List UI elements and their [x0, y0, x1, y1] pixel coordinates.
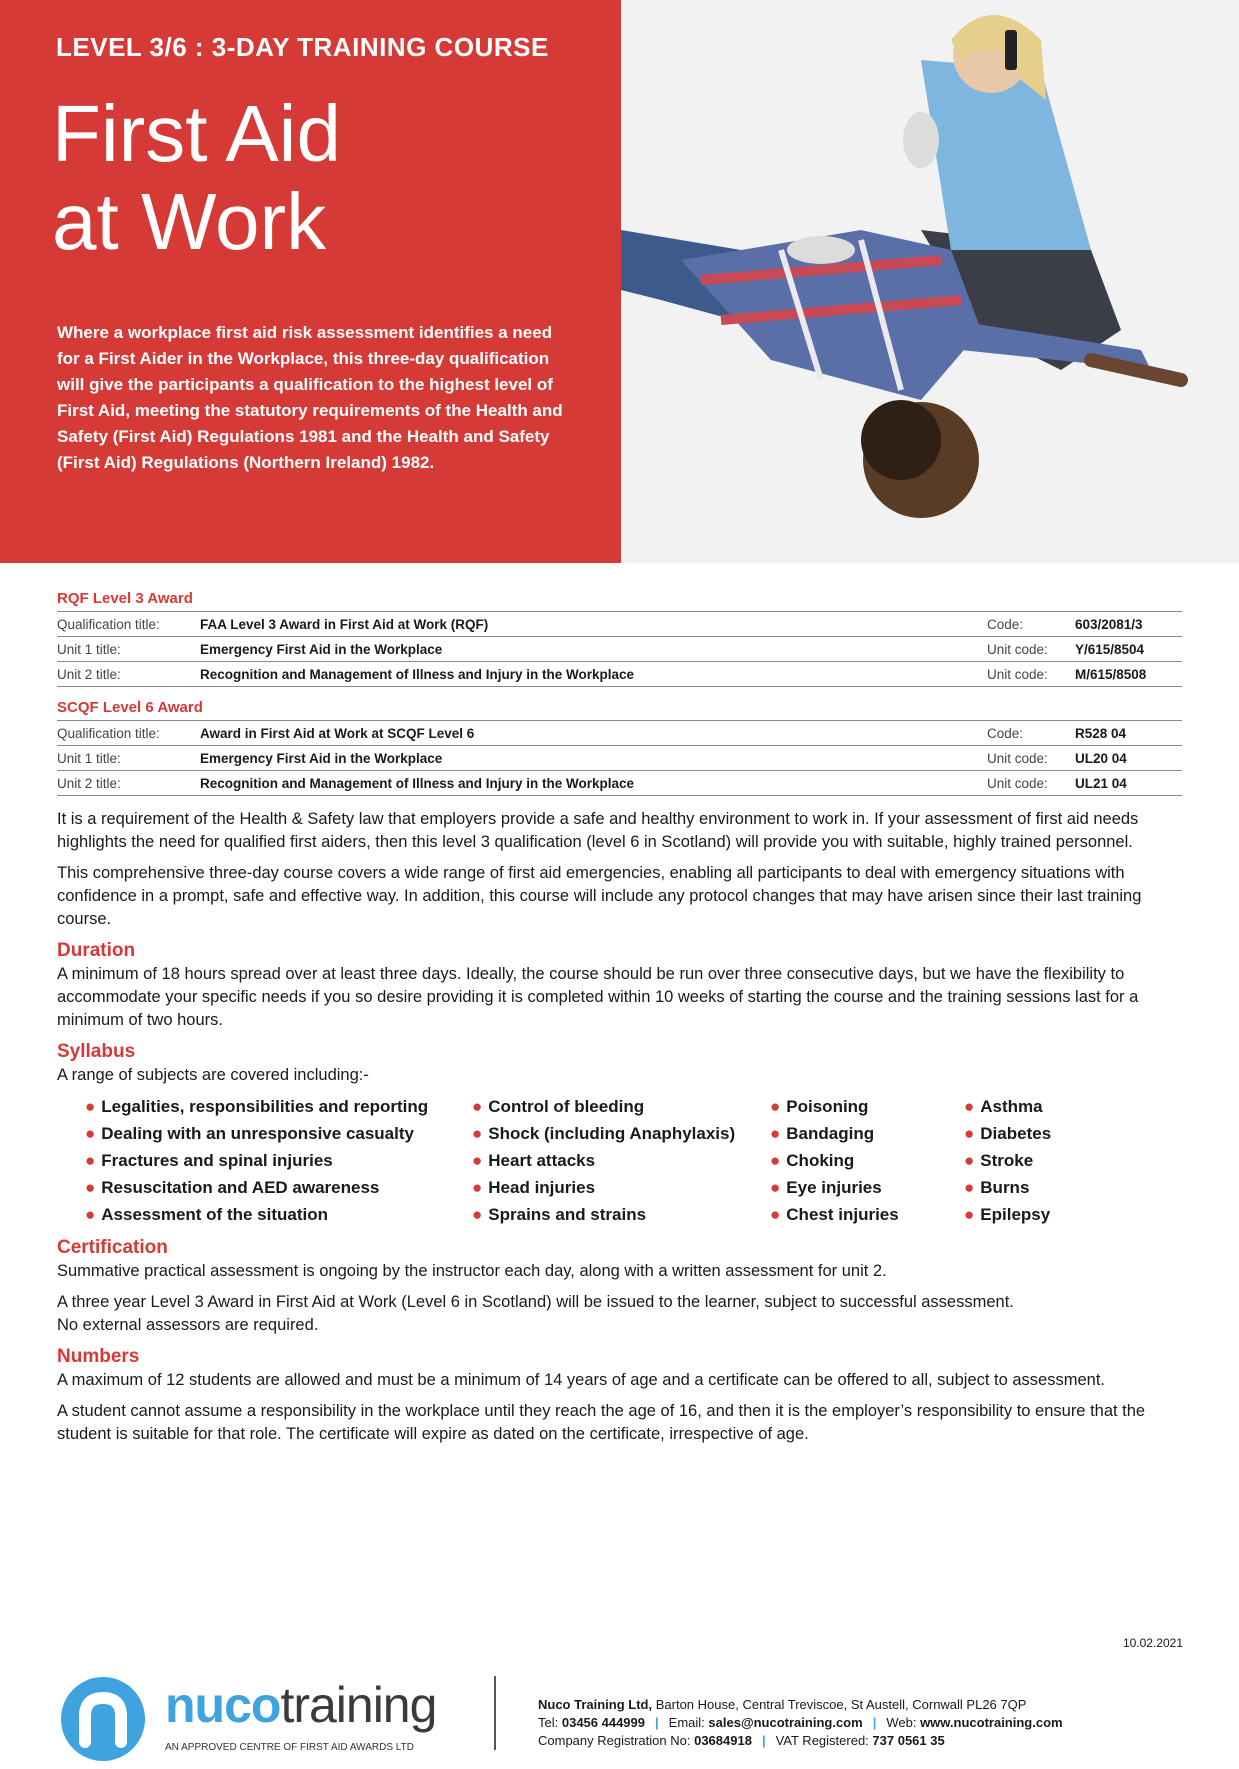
bullet-icon: ●: [964, 1151, 975, 1170]
row-label: Unit 2 title:: [57, 771, 200, 796]
bullet-icon: ●: [472, 1151, 483, 1170]
rqf-heading: RQF Level 3 Award: [57, 590, 193, 607]
bullet-icon: ●: [472, 1205, 483, 1224]
numbers-text-2: A student cannot assume a responsibility in the workplace until they reach the age of 16, and then it is the employer’s responsibility to ensure that the student is suitable for that role. The certificate will expire as dated on the certificate, irrespective of age.: [57, 1402, 1146, 1443]
duration-text: A minimum of 18 hours spread over at least three days. Ideally, the course should be run over three consecutive days, but we have the flexibility to accommodate your specific needs if you so desire providing it is completed within 10 weeks of starting the course and the training sessions last for a minimum of two hours.: [57, 965, 1139, 1029]
rqf-table: [57, 611, 1182, 687]
code-value: Y/615/8504: [1075, 637, 1182, 662]
registration-line: Company Registration No: 03684918 | VAT Registered: 737 0561 35: [538, 1733, 945, 1748]
list-item: ● Chest injuries: [770, 1205, 899, 1224]
certification-text-2: A three year Level 3 Award in First Aid at Work (Level 6 in Scotland) will be issued to the learner, subject to successful assessment. No external assessors are required.: [57, 1293, 1014, 1334]
footer-divider: [494, 1676, 496, 1750]
syllabus-list: [85, 1093, 1182, 1228]
table-row: [57, 612, 1182, 637]
bullet-icon: ●: [964, 1097, 975, 1116]
numbers-text-1: A maximum of 12 students are allowed and must be a minimum of 14 years of age and a certificate can be offered to all, subject to assessment.: [57, 1371, 1105, 1389]
list-item: ● Epilepsy: [964, 1205, 1051, 1224]
logo-wordmark: nucotraining: [165, 1677, 437, 1733]
list-item: ● Dealing with an unresponsive casualty: [85, 1124, 414, 1143]
row-value: FAA Level 3 Award in First Aid at Work (RQF): [200, 612, 987, 637]
row-label: Unit 1 title:: [57, 637, 200, 662]
scqf-table: [57, 720, 1182, 796]
logo-tagline: AN APPROVED CENTRE OF FIRST AID AWARDS LTD: [165, 1742, 414, 1753]
list-item: ● Head injuries: [472, 1178, 596, 1197]
code-value: R528 04: [1075, 721, 1182, 746]
bullet-icon: ●: [472, 1097, 483, 1116]
title-line-2: at Work: [52, 177, 327, 266]
list-item: ● Fractures and spinal injuries: [85, 1151, 333, 1170]
table-row: [57, 637, 1182, 662]
list-item: ● Sprains and strains: [472, 1205, 647, 1224]
list-item: ● Poisoning: [770, 1097, 869, 1116]
bullet-icon: ●: [85, 1178, 96, 1197]
table-row: [57, 662, 1182, 687]
table-row: [57, 721, 1182, 746]
certification-text-1: Summative practical assessment is ongoing by the instructor each day, along with a written assessment for unit 2.: [57, 1262, 887, 1280]
code-label: Code:: [987, 721, 1075, 746]
first-aider-illustration: [621, 0, 1239, 563]
intro-paragraph: Where a workplace first aid risk assessment identifies a need for a First Aider in the Workplace, this three-day qualification will give the participants a qualification to the highest level of First Aid, meeting the statutory requirements of the Health and Safety (First Aid) Regulations 1981 and the Health and Safety (First Aid) Regulations (Northern Ireland) 1982.: [57, 323, 563, 472]
document-date: 10.02.2021: [1122, 1636, 1183, 1650]
duration-heading: Duration: [57, 940, 136, 961]
row-label: Unit 2 title:: [57, 662, 200, 687]
bullet-icon: ●: [85, 1124, 96, 1143]
course-level-kicker: LEVEL 3/6 : 3-DAY TRAINING COURSE: [56, 32, 549, 62]
syllabus-column-2: [472, 1093, 770, 1228]
syllabus-column-3: [770, 1093, 964, 1228]
syllabus-column-4: [964, 1093, 1144, 1228]
code-label: Unit code:: [987, 637, 1075, 662]
main-content: [57, 590, 1182, 1454]
body-paragraph-1: It is a requirement of the Health & Safety law that employers provide a safe and healthy environment to work in. If your assessment of first aid needs highlights the need for qualified first aiders, then this level 3 qualification (level 6 in Scotland) will provide you with suitable, highly trained personnel.: [57, 810, 1139, 851]
list-item: ● Choking: [770, 1151, 855, 1170]
syllabus-intro: A range of subjects are covered including:-: [57, 1066, 369, 1084]
list-item: ● Shock (including Anaphylaxis): [472, 1124, 736, 1143]
bullet-icon: ●: [770, 1097, 781, 1116]
row-value: Emergency First Aid in the Workplace: [200, 746, 987, 771]
bullet-icon: ●: [472, 1178, 483, 1197]
code-value: 603/2081/3: [1075, 612, 1182, 637]
list-item: ● Resuscitation and AED awareness: [85, 1178, 380, 1197]
code-label: Unit code:: [987, 662, 1075, 687]
code-label: Code:: [987, 612, 1075, 637]
row-value: Recognition and Management of Illness and Injury in the Workplace: [200, 662, 987, 687]
certification-heading: Certification: [57, 1237, 168, 1258]
list-item: ● Stroke: [964, 1151, 1034, 1170]
row-value: Recognition and Management of Illness and Injury in the Workplace: [200, 771, 987, 796]
bullet-icon: ●: [770, 1205, 781, 1224]
code-label: Unit code:: [987, 771, 1075, 796]
bullet-icon: ●: [85, 1205, 96, 1224]
contact-line: Tel: 03456 444999 | Email: sales@nucotraining.com | Web: www.nucotraining.com: [538, 1715, 1063, 1730]
row-value: Emergency First Aid in the Workplace: [200, 637, 987, 662]
page-title: [52, 90, 341, 266]
syllabus-column-1: [85, 1093, 472, 1228]
bullet-icon: ●: [964, 1205, 975, 1224]
code-value: UL20 04: [1075, 746, 1182, 771]
bullet-icon: ●: [770, 1178, 781, 1197]
code-value: UL21 04: [1075, 771, 1182, 796]
row-label: Qualification title:: [57, 612, 200, 637]
list-item: ● Bandaging: [770, 1124, 875, 1143]
bullet-icon: ●: [85, 1097, 96, 1116]
contact-details: [538, 1696, 1063, 1750]
table-row: [57, 771, 1182, 796]
hero-red-panel: [0, 0, 621, 563]
list-item: ● Diabetes: [964, 1124, 1052, 1143]
scqf-heading: SCQF Level 6 Award: [57, 699, 203, 716]
hero-photo: [621, 0, 1239, 563]
bullet-icon: ●: [770, 1151, 781, 1170]
numbers-heading: Numbers: [57, 1346, 140, 1367]
code-label: Unit code:: [987, 746, 1075, 771]
row-value: Award in First Aid at Work at SCQF Level 6: [200, 721, 987, 746]
bullet-icon: ●: [472, 1124, 483, 1143]
hero-section: [0, 0, 1239, 563]
row-label: Qualification title:: [57, 721, 200, 746]
address-line: Nuco Training Ltd, Barton House, Central Treviscoe, St Austell, Cornwall PL26 7QP: [538, 1697, 1027, 1712]
bullet-icon: ●: [770, 1124, 781, 1143]
title-line-1: First Aid: [52, 89, 341, 178]
list-item: ● Burns: [964, 1178, 1030, 1197]
syllabus-heading: Syllabus: [57, 1041, 136, 1062]
list-item: ● Heart attacks: [472, 1151, 596, 1170]
list-item: ● Asthma: [964, 1097, 1043, 1116]
table-row: [57, 746, 1182, 771]
list-item: ● Assessment of the situation: [85, 1205, 328, 1224]
list-item: ● Control of bleeding: [472, 1097, 645, 1116]
body-paragraph-2: This comprehensive three-day course covers a wide range of first aid emergencies, enabling all participants to deal with emergency situations with confidence in a prompt, safe and effective way. In addition, this course will include any protocol changes that may have arisen since their last training course.: [57, 864, 1142, 928]
code-value: M/615/8508: [1075, 662, 1182, 687]
bullet-icon: ●: [964, 1178, 975, 1197]
bullet-icon: ●: [964, 1124, 975, 1143]
row-label: Unit 1 title:: [57, 746, 200, 771]
page-footer: [0, 1620, 1239, 1755]
bullet-icon: ●: [85, 1151, 96, 1170]
list-item: ● Legalities, responsibilities and reporting: [85, 1097, 429, 1116]
list-item: ● Eye injuries: [770, 1178, 882, 1197]
